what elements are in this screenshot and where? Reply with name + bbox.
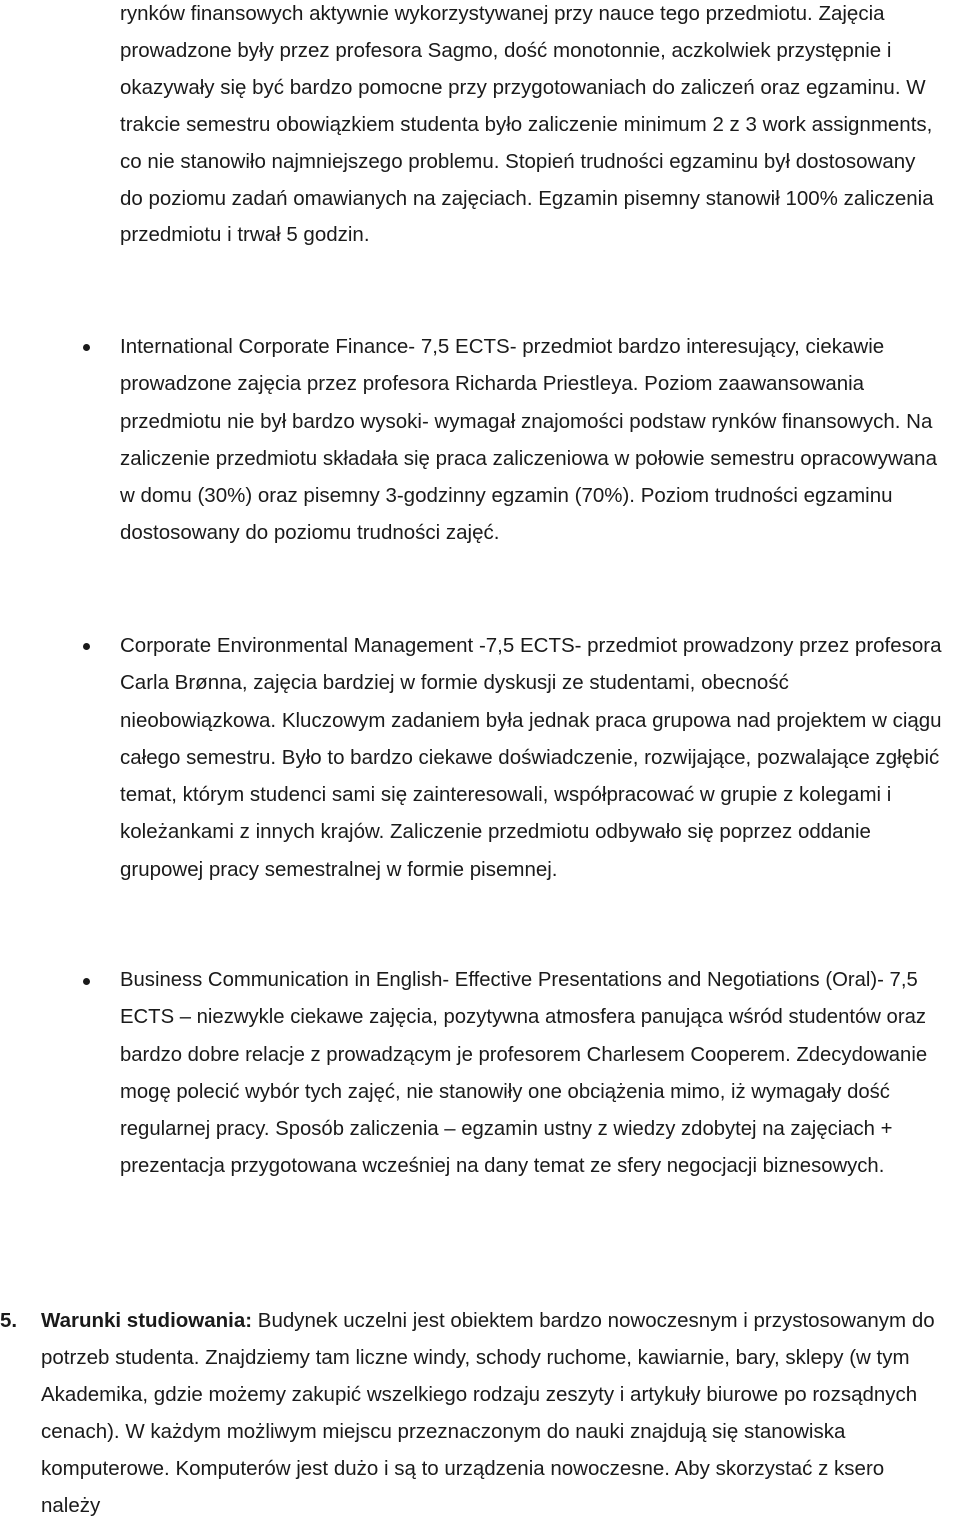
bullet-icon <box>83 344 90 351</box>
list-item-text: Business Communication in English- Effective Presentations and Negotiations (Oral)- 7,5 ECTS – niezwykle ciekawe zajęcia, pozytywna atmosfera panująca wśród studentów oraz bardzo dobre relacje z prowadzącym je profesorem Charlesem Cooperem. Zdecydowanie mogę polecić wybór tych zajęć, nie stanowiły one obciążenia mimo, iż wymagały dość regularnej pracy. Sposób zaliczenia – egzamin ustny z wiedzy zdobytej na zajęciach + prezentacja przygotowana wcześniej na dany temat ze sfery negocjacji biznesowych. <box>120 969 928 1178</box>
section-text: Budynek uczelni jest obiektem bardzo nowoczesnym i przystosowanym do potrzeb studenta. Znajdziemy tam liczne windy, schody ruchome, kawiarnie, bary, sklepy (w tym Akademika, gdzie możemy zakupić wszelkiego rodzaju zeszyty i artykuły biurowe po rozsądnych cenach). W każdym możliwym miejscu przeznaczonym do nauki znajdują się stanowiska komputerowe. Komputerów jest dużo i są to urządzenia nowoczesne. Aby skorzystać z ksero należy <box>41 1309 935 1517</box>
list-item-text: Corporate Environmental Management -7,5 ECTS- przedmiot prowadzony przez profesora Carla Brønna, zajęcia bardziej w formie dyskusji ze studentami, obecność nieobowiązkowa. Kluczowym zadaniem była jednak praca grupowa nad projektem w ciągu całego semestru. Było to bardzo ciekawe doświadczenie, rozwijające, pozwalające zgłębić temat, którym studenci sami się zainteresowali, współpracować w grupie z kolegami i koleżankami z innych krajów. Zaliczenie przedmiotu odbywało się poprzez oddanie grupowej pracy semestralnej w formie pisemnej. <box>120 634 942 881</box>
section-body <box>41 1303 936 1522</box>
section-number: 5. <box>0 1309 18 1332</box>
intro-paragraph: rynków finansowych aktywnie wykorzystywanej przy nauce tego przedmiotu. Zajęcia prowadzone były przez profesora Sagmo, dość monotonnie, aczkolwiek przystępnie i okazywały się być bardzo pomocne przy przygotowaniach do zaliczeń oraz egzaminu. W trakcie semestru obowiązkiem studenta było zaliczenie minimum 2 z 3 work assignments, co nie stanowiło najmniejszego problemu. Stopień trudności egzaminu był dostosowany do poziomu zadań omawianych na zajęciach. Egzamin pisemny stanowił 100% zaliczenia przedmiotu i trwał 5 godzin. <box>120 2 934 247</box>
section-heading: Warunki studiowania: <box>41 1309 253 1332</box>
list-item-business-communication <box>120 962 945 1186</box>
list-item-corporate-environmental-management <box>120 627 945 888</box>
list-item-international-corporate-finance <box>120 328 945 552</box>
section-warunki-studiowania <box>0 1303 940 1522</box>
bullet-icon <box>83 643 90 650</box>
list-item-text: International Corporate Finance- 7,5 ECTS- przedmiot bardzo interesujący, ciekawie prowadzone zajęcia przez profesora Richarda Priestleya. Poziom zaawansowania przedmiotu nie był bardzo wysoki- wymagał znajomości podstaw rynków finansowych. Na zaliczenie przedmiotu składała się praca zaliczeniowa w połowie semestru opracowywana w domu (30%) oraz pisemny 3-godzinny egzamin (70%). Poziom trudności egzaminu dostosowany do poziomu trudności zajęć. <box>120 335 937 545</box>
bullet-icon <box>83 978 90 985</box>
